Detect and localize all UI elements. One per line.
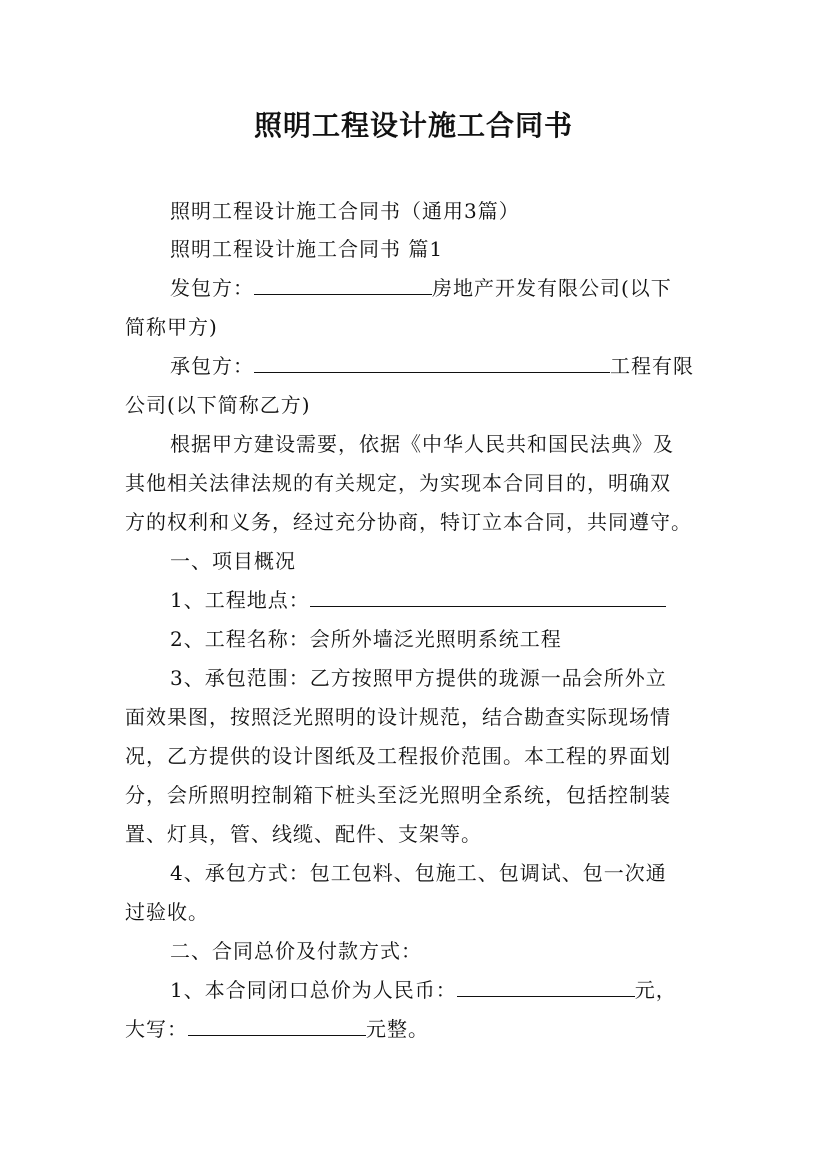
price-blank — [457, 978, 635, 997]
subtitle: 照明工程设计施工合同书（通用3篇） — [170, 199, 520, 223]
capital-label: 大写： — [125, 1017, 188, 1041]
party-a-label: 发包方： — [170, 276, 254, 300]
item-4-line-1: 4、承包方式：包工包料、包施工、包调试、包一次通 — [170, 861, 667, 885]
party-b-suffix: 工程有限 — [610, 354, 694, 378]
item-2-line: 2、工程名称：会所外墙泛光照明系统工程 — [170, 627, 562, 651]
item-3-line-3: 况，乙方提供的设计图纸及工程报价范围。本工程的界面划 — [125, 744, 671, 768]
item-3-line-5: 置、灯具，管、线缆、配件、支架等。 — [125, 822, 482, 846]
price-line — [170, 978, 677, 1002]
capital-blank — [188, 1017, 366, 1036]
section-1-heading: 一、项目概况 — [170, 549, 296, 573]
site-blank — [310, 588, 666, 607]
item-3-line-4: 分，会所照明控制箱下桩头至泛光照明全系统，包括控制装 — [125, 783, 671, 807]
party-a-continuation: 简称甲方) — [125, 315, 218, 339]
item-1-label: 1、工程地点： — [170, 588, 310, 612]
item-4-line-2: 过验收。 — [125, 900, 209, 924]
party-b-continuation: 公司(以下简称乙方) — [125, 393, 311, 417]
intro-line-1: 根据甲方建设需要，依据《中华人民共和国民法典》及 — [170, 432, 674, 456]
intro-line-3: 方的权利和义务，经过充分协商，特订立本合同，共同遵守。 — [125, 510, 692, 534]
item-3-line-2: 面效果图，按照泛光照明的设计规范，结合勘查实际现场情 — [125, 705, 671, 729]
capital-line — [125, 1017, 429, 1041]
intro-line-2: 其他相关法律法规的有关规定，为实现本合同目的，明确双 — [125, 471, 671, 495]
item-3-line-1: 3、承包范围：乙方按照甲方提供的珑源一品会所外立 — [170, 666, 667, 690]
document-title: 照明工程设计施工合同书 — [253, 109, 573, 142]
party-a-suffix: 房地产开发有限公司(以下 — [432, 276, 672, 300]
capital-unit: 元整。 — [366, 1017, 429, 1041]
party-b-line — [170, 354, 694, 378]
price-unit: 元， — [634, 978, 677, 1002]
party-b-blank — [254, 354, 610, 373]
party-b-label: 承包方： — [170, 354, 254, 378]
section-2-heading: 二、合同总价及付款方式： — [170, 939, 422, 963]
item-1-line — [170, 588, 666, 612]
party-a-blank — [254, 276, 432, 295]
price-label: 1、本合同闭口总价为人民币： — [170, 978, 457, 1002]
party-a-line — [170, 276, 672, 300]
chapter-heading: 照明工程设计施工合同书 篇1 — [170, 237, 444, 261]
